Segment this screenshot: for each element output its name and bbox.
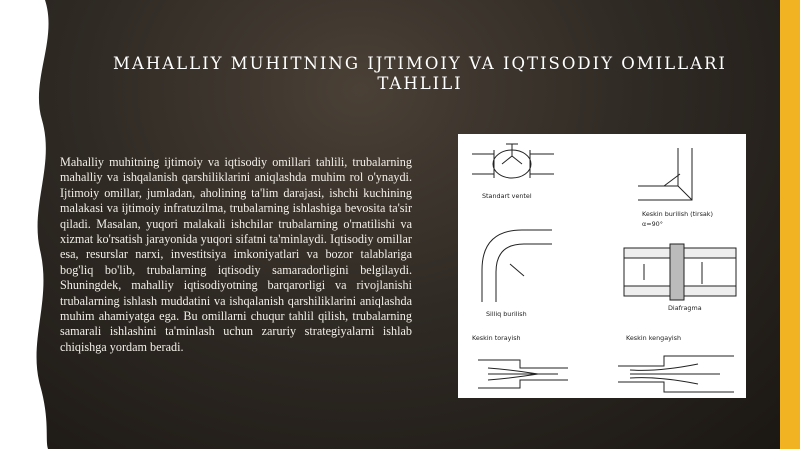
sharp-bend-drawing xyxy=(638,148,692,200)
label-sharp-bend: Keskin burilish (tirsak) xyxy=(642,210,714,218)
valve-drawing xyxy=(472,144,554,178)
expansion-drawing xyxy=(618,356,734,392)
label-valve: Standart ventel xyxy=(482,192,532,200)
label-diaphragm: Diafragma xyxy=(668,304,702,312)
label-sharp-bend-angle: α=90° xyxy=(642,220,663,228)
slide-body-text: Mahalliy muhitning ijtimoiy va iqtisodiy omillari tahlili, trubalarning mahalliy va ishqalanish qarshiliklarini aniqlashda muhim rol o'ynaydi. Ijtimoiy omillar, jumladan, aholining ta'lim darajasi, ishchi kuchining malakasi va ijtimoiy infratuzilma, trubalarning ishlashiga bevosita ta'sir qiladi. Masalan, yuqori malakali ishchilar trubalarning o'rnatilishi va xizmat ko'rsatish jarayonida yuqori sifatni ta'minlaydi. Iqtisodiy omillar esa, resurslar narxi, investitsiya imkoniyatlari va bozor talablariga bog'liq bo'lib, trubalarning iqtisodiy samaradorligini belgilaydi. Shuningdek, mahalliy iqtisodiyotning barqarorligi va rivojlanishi trubalarning ishlash muddatini va ishqalanish qarshiliklarini aniqlashda muhim ahamiyatga ega. Bu omillarni chuqur tahlil qilish, trubalarning samarali ishlashini ta'minlash uchun zaruriy strategiyalarni ishlab chiqishga yordam beradi. xyxy=(60,155,412,354)
label-expansion: Keskin kengayish xyxy=(626,334,682,342)
smooth-bend-drawing xyxy=(482,230,552,302)
accent-bar xyxy=(780,0,800,449)
label-smooth-bend: Silliq burilish xyxy=(486,310,527,318)
pipe-fittings-diagram xyxy=(458,134,746,398)
slide-title: MAHALLIY MUHITNING IJTIMOIY VA IQTISODIY OMILLARI TAHLILI xyxy=(113,54,727,93)
contraction-drawing xyxy=(478,360,568,388)
diaphragm-drawing xyxy=(624,244,736,300)
label-contraction: Keskin torayish xyxy=(472,334,521,342)
diagram-svg xyxy=(458,134,746,398)
